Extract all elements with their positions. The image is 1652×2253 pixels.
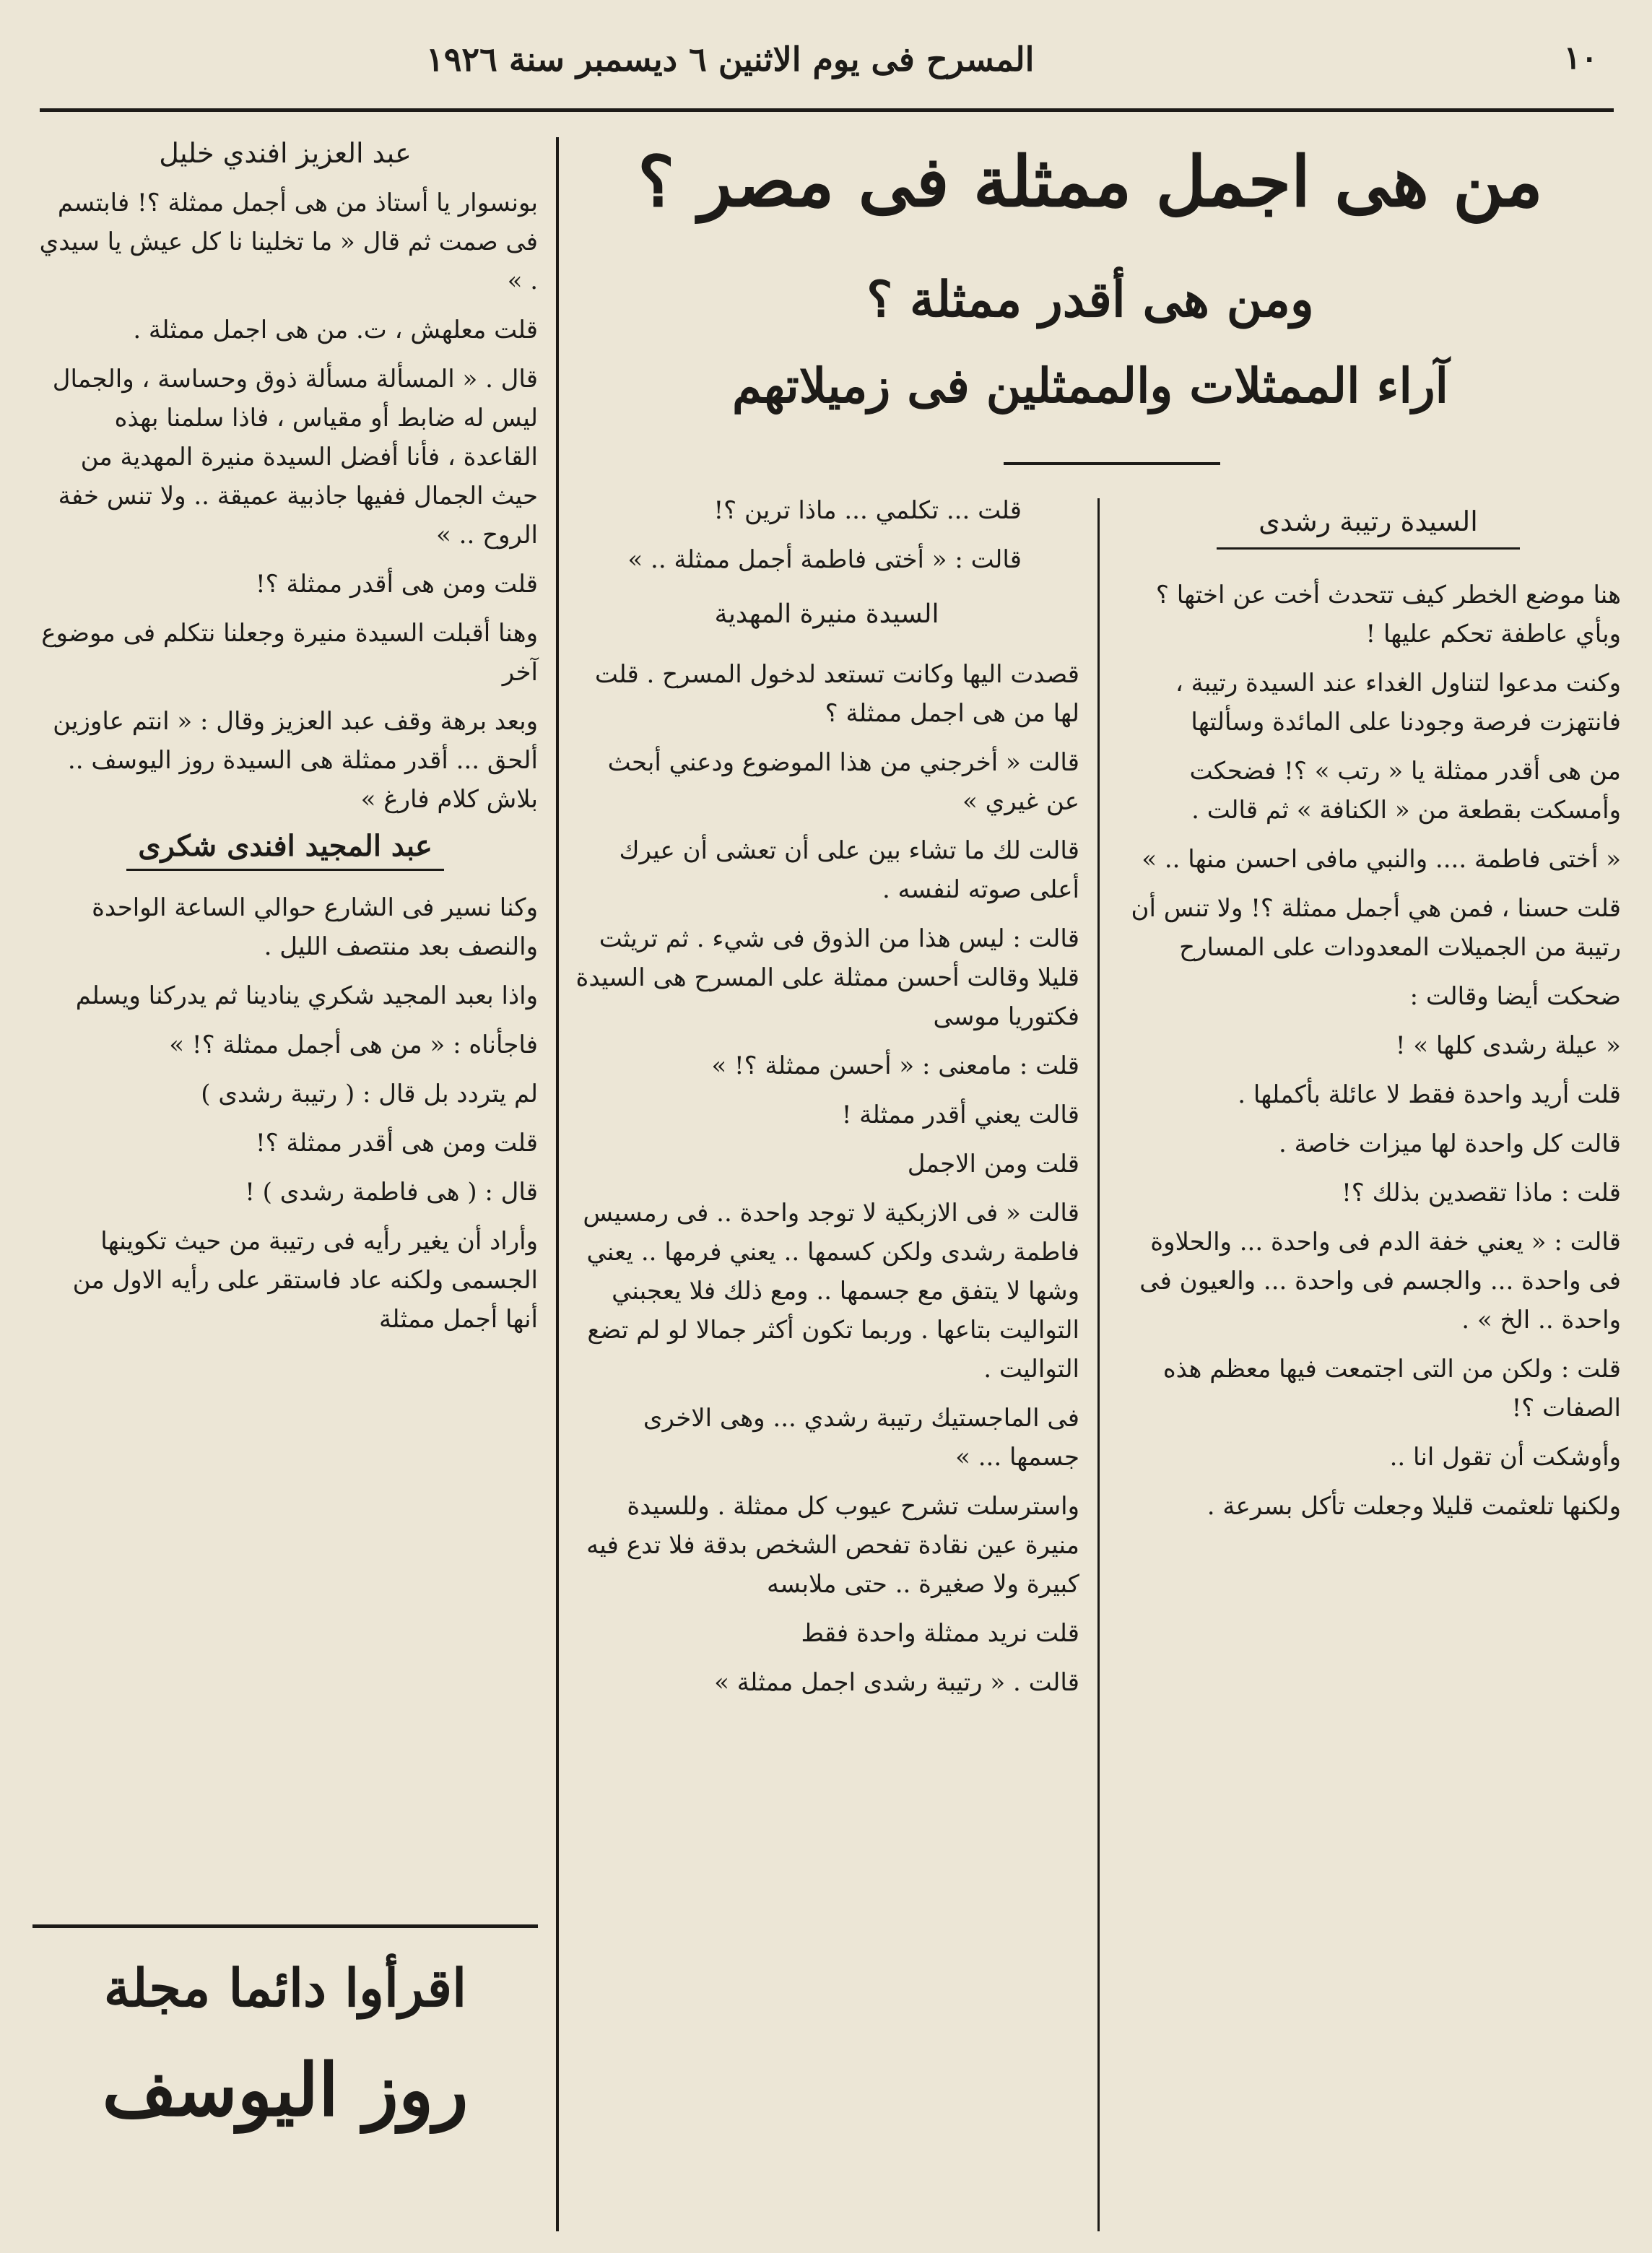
ad-line-1: اقرأوا دائما مجلة: [103, 1957, 467, 2018]
middle-column: [574, 491, 1079, 1712]
paragraph: قال : ( هى فاطمة رشدى ) !: [245, 1178, 538, 1207]
heading-underline: [1217, 547, 1520, 550]
heading-underline: [126, 869, 444, 871]
paragraph: وأراد أن يغير رأيه فى رتيبة من حيث تكوينها الجسمى ولكنه عاد فاستقر على رأيه الاول من أنها أجمل ممثلة: [72, 1227, 538, 1334]
paragraph: قالت « فى الازبكية لا توجد واحدة .. فى رمسيس فاطمة رشدى ولكن كسمها .. يعني فرمها .. يعني وشها لا يتفق مع جسمها .. ومع ذلك فلا يعجبني التواليت بتاعها . وربما تكون أكثر جمالا لو لم تضع التواليت .: [583, 1199, 1079, 1384]
paragraph: قلت ... تكلمي ... ماذا ترين ؟!: [713, 496, 1022, 525]
paragraph: واسترسلت تشرح عيوب كل ممثلة . وللسيدة منيرة عين نقادة تفحص الشخص بدقة فلا تدع فيه كبيرة ولا صغيرة .. حتى ملابسه: [586, 1492, 1079, 1599]
left-section2-body: [32, 888, 538, 1339]
running-title: المسرح فى يوم الاثنين ٦ ديسمبر سنة ١٩٢٦: [426, 40, 1035, 79]
paragraph: قلت حسنا ، فمن هي أجمل ممثلة ؟! ولا تنس أن رتيبة من الجميلات المعدودات على المسارح: [1131, 894, 1621, 962]
paragraph: وهنا أقبلت السيدة منيرة وجعلنا نتكلم فى موضوع آخر: [41, 619, 538, 687]
header-rule: [40, 108, 1614, 112]
paragraph: قالت يعني أقدر ممثلة !: [841, 1101, 1079, 1129]
paragraph: قالت : « يعني خفة الدم فى واحدة ... والحلاوة فى واحدة ... والجسم فى واحدة ... والعيون فى واحدة .. الخ » .: [1139, 1228, 1621, 1334]
advertisement: [32, 1957, 538, 2132]
paragraph: قالت « أخرجني من هذا الموضوع ودعني أبحث عن غيري »: [607, 748, 1079, 816]
paragraph: لم يتردد بل قال : ( رتيبة رشدى ): [201, 1080, 538, 1108]
paragraph: فى الماجستيك رتيبة رشدي ... وهى الاخرى جسمها ... »: [643, 1404, 1079, 1472]
section-heading: عبد العزيز افندي خليل: [159, 137, 412, 169]
paragraph: قالت . « رتيبة رشدى اجمل ممثلة »: [714, 1668, 1079, 1697]
paragraph: قلت : ماذا تقصدين بذلك ؟!: [1342, 1178, 1621, 1207]
section-heading: السيدة رتيبة رشدى: [1258, 505, 1478, 537]
right-column: [1116, 505, 1621, 1536]
ad-top-rule: [32, 1924, 538, 1928]
middle-body: [574, 655, 1079, 1702]
paragraph: ضحكت أيضا وقالت :: [1409, 982, 1621, 1011]
ad-line-2: روز اليوسف: [102, 2047, 469, 2132]
column-divider-middle: [1097, 498, 1100, 2231]
paragraph: قلت ومن هى أقدر ممثلة ؟!: [256, 1129, 538, 1158]
left-section1-body: [32, 183, 538, 819]
paragraph: واذا بعبد المجيد شكري ينادينا ثم يدركنا ويسلم: [75, 981, 538, 1010]
right-body: [1116, 576, 1621, 1526]
paragraph: من هى أقدر ممثلة يا « رتب » ؟! فضحكت وأمسكت بقطعة من « الكنافة » ثم قالت .: [1189, 757, 1621, 825]
paragraph: قالت : ليس هذا من الذوق فى شيء . ثم تريثت قليلا وقالت أحسن ممثلة على المسرح هى السيدة فكتوريا موسى: [575, 924, 1079, 1031]
left-column: [32, 137, 538, 1349]
paragraph: قلت ومن الاجمل: [907, 1150, 1079, 1178]
paragraph: ولكنها تلعثمت قليلا وجعلت تأكل بسرعة .: [1207, 1492, 1621, 1521]
paragraph: « عيلة رشدى كلها » !: [1395, 1031, 1621, 1060]
paragraph: قالت لك ما تشاء بين على أن تعشى أن عيرك أعلى صوته لنفسه .: [619, 836, 1079, 904]
paragraph: فاجأناه : « من هى أجمل ممثلة ؟! »: [169, 1030, 538, 1059]
paragraph: قالت كل واحدة لها ميزات خاصة .: [1278, 1129, 1621, 1158]
paragraph: قال . « المسألة مسألة ذوق وحساسة ، والجمال ليس له ضابط أو مقياس ، فاذا سلمنا بهذه القاعدة ، فأنا أفضل السيدة منيرة المهدية من حيث الجمال ففيها جاذبية عميقة .. ولا تنس خفة الروح .. »: [52, 365, 538, 550]
main-subtitle: ومن هى أقدر ممثلة ؟: [866, 271, 1314, 329]
page-number: ١٠: [1563, 40, 1598, 77]
section-heading: السيدة منيرة المهدية: [714, 599, 939, 629]
paragraph: قلت : ولكن من التى اجتمعت فيها معظم هذه الصفات ؟!: [1162, 1355, 1621, 1423]
paragraph: قلت نريد ممثلة واحدة فقط: [801, 1619, 1079, 1648]
section-heading: عبد المجيد افندى شكرى: [138, 829, 432, 863]
paragraph: وأوشكت أن تقول انا ..: [1389, 1443, 1621, 1472]
paragraph: قصدت اليها وكانت تستعد لدخول المسرح . قلت لها من هى اجمل ممثلة ؟: [594, 660, 1079, 728]
main-title: من هى اجمل ممثلة فى مصر ؟: [638, 141, 1543, 222]
paragraph: قلت : مامعنى : « أحسن ممثلة ؟! »: [711, 1051, 1079, 1080]
paragraph: وكنت مدعوا لتناول الغداء عند السيدة رتيبة ، فانتهزت فرصة وجودنا على المائدة وسألتها: [1175, 669, 1621, 737]
paragraph: بونسوار يا أستاذ من هى أجمل ممثلة ؟! فابتسم فى صمت ثم قال « ما تخلينا نا كل عيش يا سيدي . »: [39, 188, 538, 295]
column-divider-left: [556, 137, 559, 2231]
main-deck: آراء الممثلات والممثلين فى زميلاتهم: [731, 357, 1449, 414]
middle-intro: [574, 491, 1022, 579]
paragraph: وبعد برهة وقف عبد العزيز وقال : « انتم عاوزين ألحق ... أقدر ممثلة هى السيدة روز اليوسف .. بلاش كلام فارغ »: [53, 707, 538, 814]
paragraph: « أختى فاطمة .... والنبي مافى احسن منها .. »: [1142, 845, 1621, 874]
paragraph: هنا موضع الخطر كيف تتحدث أخت عن اختها ؟ وبأي عاطفة تحكم عليها !: [1155, 581, 1621, 648]
paragraph: قالت : « أختى فاطمة أجمل ممثلة .. »: [627, 545, 1022, 574]
paragraph: وكنا نسير فى الشارع حوالي الساعة الواحدة والنصف بعد منتصف الليل .: [92, 893, 538, 961]
paragraph: قلت معلهش ، ت. من هى اجمل ممثلة .: [133, 316, 538, 344]
paragraph: قلت أريد واحدة فقط لا عائلة بأكملها .: [1238, 1080, 1621, 1109]
headline-rule: [1004, 462, 1220, 465]
paragraph: قلت ومن هى أقدر ممثلة ؟!: [256, 570, 538, 599]
